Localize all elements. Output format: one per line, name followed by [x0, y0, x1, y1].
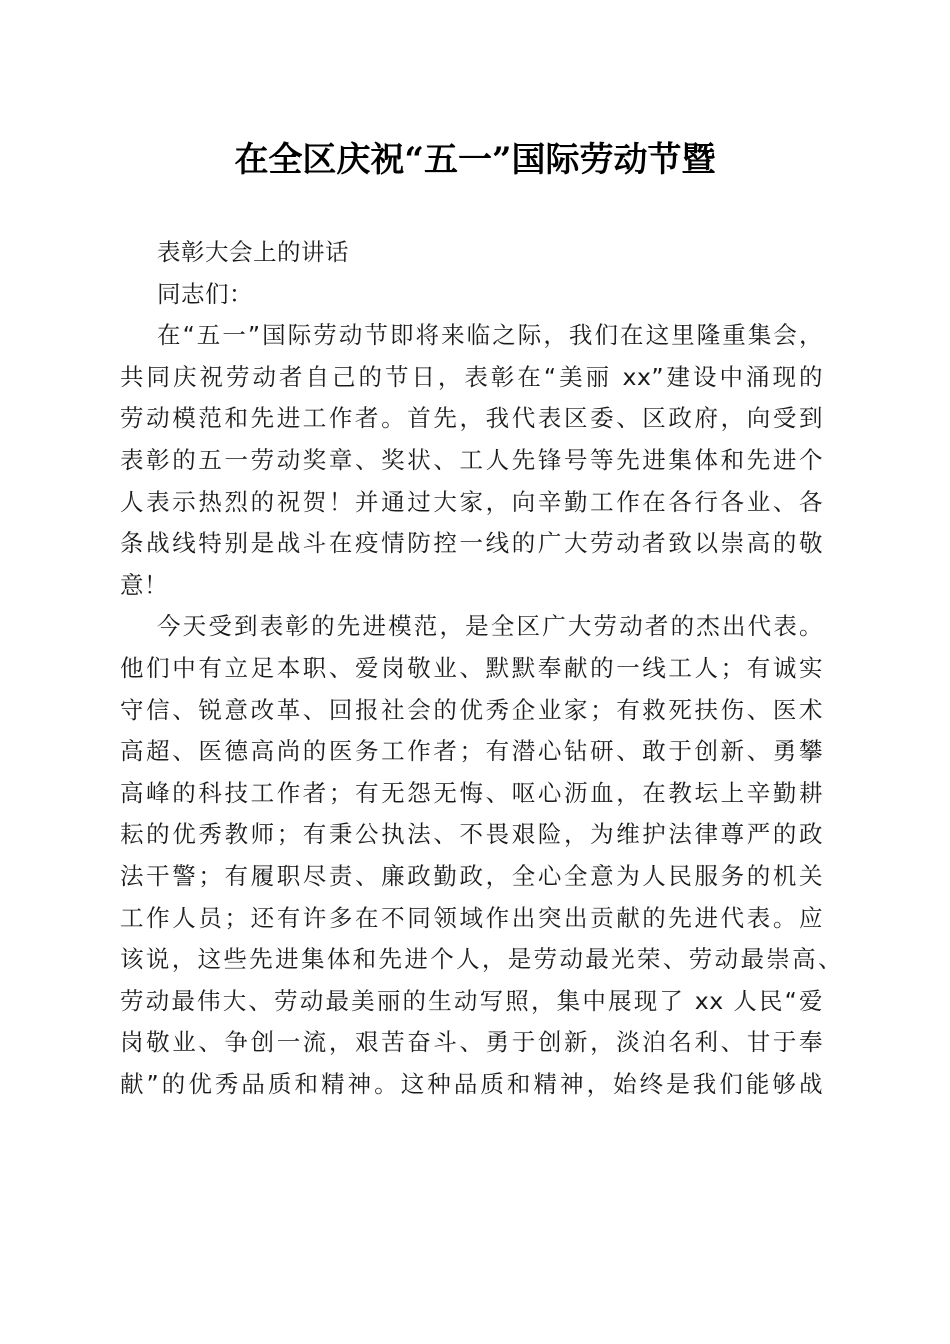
paragraph-1: [120, 315, 823, 606]
paragraph-line: 劳动模范和先进工作者。首先，我代表区委、区政府，向受到: [120, 404, 823, 433]
document-title: 在全区庆祝“五一”国际劳动节暨: [234, 140, 716, 180]
paragraph-line: 表彰的五一劳动奖章、奖状、工人先锋号等先进集体和先进个: [120, 445, 823, 474]
paragraph-line: 高超、医德高尚的医务工作者；有潜心钻研、敢于创新、勇攀: [120, 737, 823, 766]
paragraph-2: [120, 606, 842, 1105]
paragraph-line: 献”的优秀品质和精神。这种品质和精神，始终是我们能够战: [120, 1069, 823, 1098]
document-body: [120, 232, 842, 1105]
salutation: 同志们：: [157, 279, 253, 308]
paragraph-line: 意！: [120, 570, 168, 599]
paragraph-line: 他们中有立足本职、爱岗敬业、默默奉献的一线工人；有诚实: [120, 653, 823, 682]
paragraph-line: 在“五一”国际劳动节即将来临之际，我们在这里隆重集会，: [157, 321, 823, 350]
paragraph-line: 共同庆祝劳动者自己的节日，表彰在“美丽 xx”建设中涌现的: [120, 362, 823, 391]
paragraph-line: 高峰的科技工作者；有无怨无悔、呕心沥血，在教坛上辛勤耕: [120, 778, 823, 807]
paragraph-line: 法干警；有履职尽责、廉政勤政，全心全意为人民服务的机关: [120, 861, 823, 890]
paragraph-line: 工作人员；还有许多在不同领域作出突出贡献的先进代表。应: [120, 903, 823, 932]
paragraph-line: 岗敬业、争创一流，艰苦奋斗、勇于创新，淡泊名利、甘于奉: [120, 1028, 823, 1057]
paragraph-line: 条战线特别是战斗在疫情防控一线的广大劳动者致以崇高的敬: [120, 529, 823, 558]
paragraph-line: 人表示热烈的祝贺！并通过大家，向辛勤工作在各行各业、各: [120, 487, 823, 516]
paragraph-line: 守信、锐意改革、回报社会的优秀企业家；有救死扶伤、医术: [120, 695, 823, 724]
paragraph-line: 耘的优秀教师；有秉公执法、不畏艰险，为维护法律尊严的政: [120, 820, 823, 849]
paragraph-line: 今天受到表彰的先进模范，是全区广大劳动者的杰出代表。: [157, 612, 823, 641]
paragraph-line: 该说，这些先进集体和先进个人，是劳动最光荣、劳动最崇高、: [120, 945, 842, 974]
paragraph-line: 劳动最伟大、劳动最美丽的生动写照，集中展现了 xx 人民“爱: [120, 986, 823, 1015]
subtitle: 表彰大会上的讲话: [157, 238, 349, 266]
